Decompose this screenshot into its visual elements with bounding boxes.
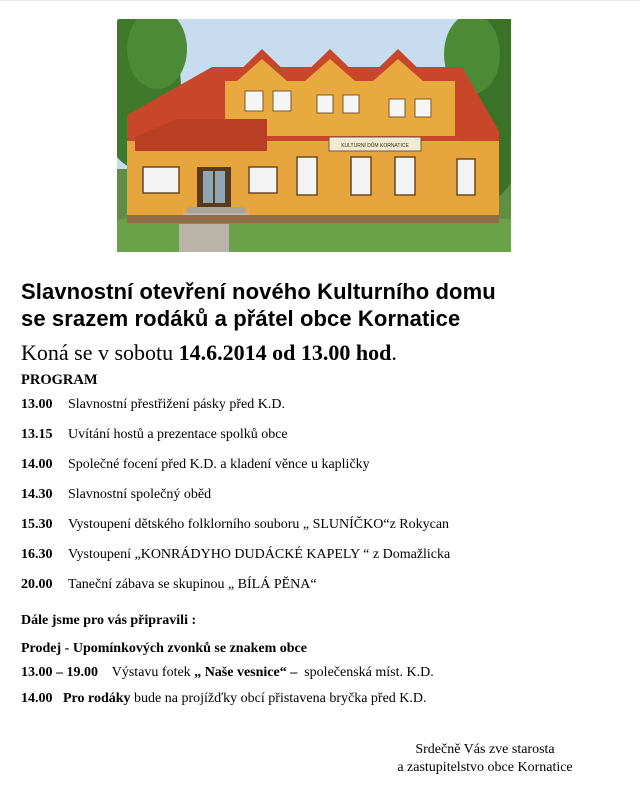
carriage-time: 14.00 xyxy=(21,691,53,706)
program-time: 13.00 xyxy=(21,397,53,412)
program-item xyxy=(21,486,631,516)
bells-sale-line: Prodej - Upomínkových zvonků se znakem obce xyxy=(21,641,307,656)
carriage-text: bude na projížďky obcí přistavena bryčka před K.D. xyxy=(130,691,427,706)
signature-line-2: a zastupitelstvo obce Kornatice xyxy=(397,760,573,775)
program-text: Společné focení před K.D. a kladení věnce u kapličky xyxy=(68,457,370,472)
program-text: Slavnostní přestřižení pásky před K.D. xyxy=(68,397,285,412)
exhibition-time: 13.00 – 19.00 xyxy=(21,665,98,680)
exhibition-place: společenská míst. K.D. xyxy=(304,665,434,680)
date-suffix: . xyxy=(391,340,397,365)
top-border xyxy=(0,0,640,1)
photo-exhibition-line xyxy=(21,664,434,682)
event-date-line xyxy=(21,340,397,366)
program-text: Taneční zábava se skupinou „ BÍLÁ PĚNA“ xyxy=(68,577,317,592)
program-item xyxy=(21,426,631,456)
extras-heading: Dále jsme pro vás připravili : xyxy=(21,613,197,628)
date-prefix: Koná se v sobotu xyxy=(21,340,179,365)
building-photo xyxy=(117,19,511,252)
program-item xyxy=(21,396,631,426)
program-text: Uvítání hostů a prezentace spolků obce xyxy=(68,427,288,442)
program-text: Vystoupení dětského folklorního souboru „ SLUNÍČKO“z Rokycan xyxy=(68,517,450,532)
signature-line-1: Srdečně Vás zve starosta xyxy=(415,742,555,757)
date-time: 14.6.2014 od 13.00 hod xyxy=(178,340,392,365)
signature-block xyxy=(365,741,605,777)
program-text: Slavnostní společný oběd xyxy=(68,487,212,502)
program-time: 14.00 xyxy=(21,457,53,472)
program-heading: PROGRAM xyxy=(21,372,98,388)
program-time: 20.00 xyxy=(21,577,53,592)
program-time: 15.30 xyxy=(21,517,53,532)
headline-line-1: Slavnostní otevření nového Kulturního domu xyxy=(21,279,496,304)
sign-board-text: KULTURNÍ DŮM KORNATICE xyxy=(341,143,409,149)
program-text: Vystoupení „KONRÁDYHO DUDÁCKÉ KAPELY “ z Domažlicka xyxy=(68,547,451,562)
event-headline xyxy=(21,278,636,332)
program-item xyxy=(21,576,631,606)
program-time: 16.30 xyxy=(21,547,53,562)
program-time: 14.30 xyxy=(21,487,53,502)
program-time: 13.15 xyxy=(21,427,53,442)
program-item xyxy=(21,456,631,486)
program-item xyxy=(21,546,631,576)
exhibition-name: „ Naše vesnice“ – xyxy=(194,665,298,680)
carriage-line xyxy=(21,690,427,708)
program-item xyxy=(21,516,631,546)
exhibition-prefix: Výstavu fotek xyxy=(111,665,195,680)
headline-line-2: se srazem rodáků a přátel obce Kornatice xyxy=(21,306,461,331)
program-list xyxy=(21,396,631,606)
carriage-bold: Pro rodáky xyxy=(63,691,131,706)
